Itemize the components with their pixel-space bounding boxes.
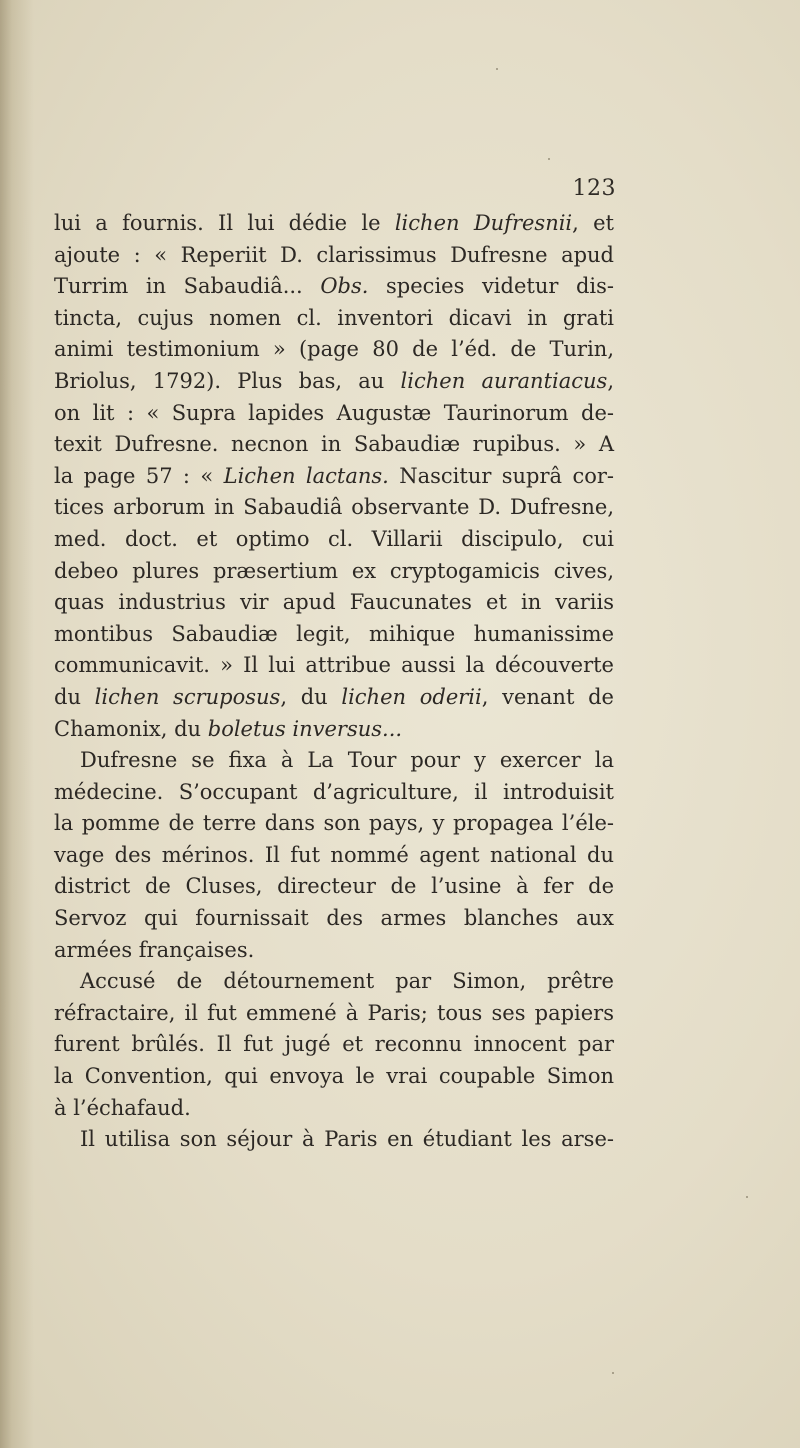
text-line: armées françaises.: [54, 937, 255, 962]
text-line: Il utilisa son séjour à Paris en étudiant les arse-: [80, 1127, 614, 1152]
text-line: montibus Sabaudiæ legit, mihique humanissime: [54, 621, 614, 646]
text-line: med. doct. et optimo cl. Villarii discipulo, cui: [54, 526, 614, 551]
text-line: Servoz qui fournissait des armes blanches aux: [54, 906, 614, 931]
text-line: tices arborum in Sabaudiâ observante D. Dufresne,: [54, 495, 614, 520]
text-line: quas industrius vir apud Faucunates et in variis: [54, 590, 614, 615]
text-line: vage des mérinos. Il fut nommé agent national du: [54, 842, 614, 867]
text-line: la Convention, qui envoya le vrai coupable Simon: [54, 1064, 614, 1089]
paper-speck: [612, 1372, 614, 1374]
paper-speck: [746, 1196, 748, 1198]
text-line: texit Dufresne. necnon in Sabaudiæ rupibus. » A: [54, 432, 614, 457]
text-line: Chamonix, du boletus inversus...: [54, 716, 403, 741]
text-line: district de Cluses, directeur de l’usine à fer de: [54, 874, 614, 899]
body-text: [54, 208, 614, 1156]
text-line: Accusé de détournement par Simon, prêtre: [80, 969, 614, 994]
text-line: du lichen scruposus, du lichen oderii, venant de: [54, 684, 614, 709]
text-line: debeo plures præsertium ex cryptogamicis cives,: [54, 558, 614, 583]
text-line: médecine. S’occupant d’agriculture, il introduisit: [54, 779, 614, 804]
text-line: communicavit. » Il lui attribue aussi la découverte: [54, 653, 614, 678]
text-line: furent brûlés. Il fut jugé et reconnu innocent par: [54, 1032, 614, 1057]
text-line: Dufresne se fixa à La Tour pour y exercer la: [80, 748, 614, 773]
text-line: Turrim in Sabaudiâ... Obs. species videtur dis-: [54, 274, 615, 299]
text-line: à l’échafaud.: [54, 1095, 191, 1120]
text-line: lui a fournis. Il lui dédie le lichen Dufresnii, et: [54, 211, 615, 235]
page-number: 123: [572, 176, 616, 201]
text-line: réfractaire, il fut emmené à Paris; tous ses papiers: [54, 1000, 614, 1025]
text-line: Briolus, 1792). Plus bas, au lichen aurantiacus,: [54, 368, 614, 393]
text-line: tincta, cujus nomen cl. inventori dicavi in grati: [54, 305, 614, 330]
text-line: animi testimonium » (page 80 de l’éd. de Turin,: [54, 337, 614, 362]
paper-speck: [496, 68, 498, 70]
text-line: ajoute : « Reperiit D. clarissimus Dufresne apud: [54, 242, 614, 267]
text-line: la page 57 : « Lichen lactans. Nascitur suprâ cor-: [54, 463, 614, 488]
text-line: la pomme de terre dans son pays, y propagea l’éle-: [54, 811, 614, 836]
text-line: on lit : « Supra lapides Augustæ Taurinorum de-: [54, 400, 614, 425]
paper-speck: [548, 158, 550, 160]
